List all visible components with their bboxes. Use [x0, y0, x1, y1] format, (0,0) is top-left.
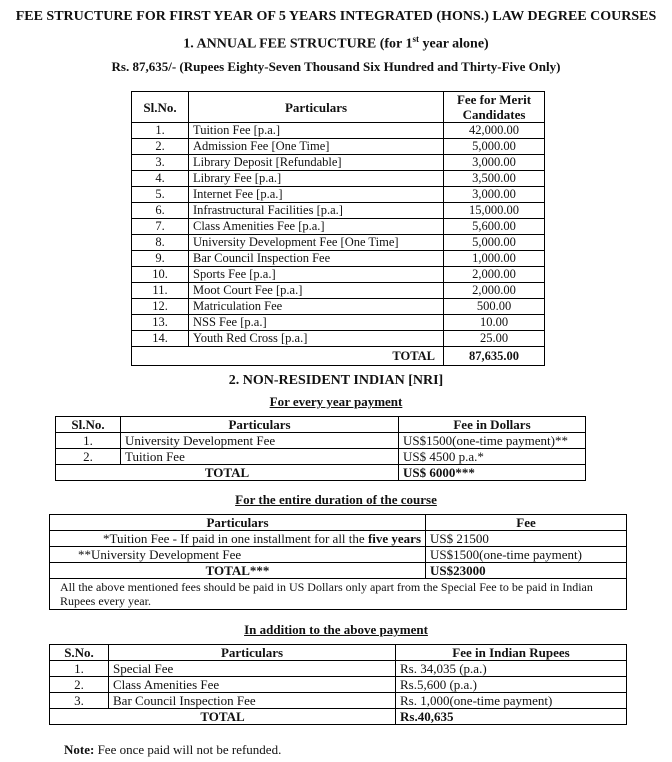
additional-cell-slno: 3. — [50, 693, 109, 709]
additional-cell-particulars: Special Fee — [109, 661, 396, 677]
annual-cell-particulars: Internet Fee [p.a.] — [189, 187, 444, 203]
additional-cell-fee: Rs. 34,035 (p.a.) — [396, 661, 627, 677]
nri-cell-particulars: Tuition Fee — [121, 449, 399, 465]
duration-row-tuition-label — [50, 531, 426, 547]
annual-cell-fee: 25.00 — [444, 331, 545, 347]
duration-row-development-fee: US$1500(one-time payment) — [426, 547, 627, 563]
annual-cell-fee: 3,500.00 — [444, 171, 545, 187]
annual-cell-slno: 12. — [132, 299, 189, 315]
nri-fee-table — [55, 416, 586, 481]
duration-row-tuition-prefix: *Tuition Fee - If paid in one installment for all the — [103, 531, 368, 546]
nri-fee-rows — [56, 433, 586, 465]
duration-heading-text: For the entire duration of the course — [235, 492, 437, 507]
refund-note-text: Fee once paid will not be refunded. — [94, 742, 282, 757]
additional-header-fee: Fee in Indian Rupees — [396, 645, 627, 661]
section1-heading-prefix: 1. ANNUAL FEE STRUCTURE (for 1 — [183, 36, 413, 52]
annual-total-row — [132, 347, 545, 366]
annual-cell-particulars: Youth Red Cross [p.a.] — [189, 331, 444, 347]
section1-heading — [0, 30, 672, 54]
annual-cell-slno: 2. — [132, 139, 189, 155]
nri-cell-particulars: University Development Fee — [121, 433, 399, 449]
annual-cell-slno: 9. — [132, 251, 189, 267]
additional-row — [50, 677, 627, 693]
additional-heading — [0, 622, 672, 638]
refund-note — [64, 742, 281, 758]
annual-row — [132, 155, 545, 171]
duration-fee-table — [49, 514, 627, 610]
annual-cell-particulars: Moot Court Fee [p.a.] — [189, 283, 444, 299]
additional-total-value: Rs.40,635 — [396, 709, 627, 725]
additional-heading-text: In addition to the above payment — [244, 622, 428, 637]
nri-row — [56, 433, 586, 449]
annual-header-particulars: Particulars — [189, 92, 444, 123]
annual-cell-fee: 5,000.00 — [444, 139, 545, 155]
annual-cell-particulars: Library Fee [p.a.] — [189, 171, 444, 187]
annual-total-label: TOTAL — [132, 347, 444, 366]
annual-row — [132, 139, 545, 155]
annual-row — [132, 251, 545, 267]
duration-row-tuition — [50, 531, 627, 547]
annual-row — [132, 123, 545, 139]
additional-total-row — [50, 709, 627, 725]
annual-fee-rows — [132, 123, 545, 347]
annual-cell-fee: 5,000.00 — [444, 235, 545, 251]
additional-cell-particulars: Bar Council Inspection Fee — [109, 693, 396, 709]
duration-total-row — [50, 563, 627, 579]
amount-in-words: Rs. 87,635/- (Rupees Eighty-Seven Thousand Six Hundred and Thirty-Five Only) — [111, 58, 561, 74]
annual-cell-fee: 15,000.00 — [444, 203, 545, 219]
nri-subheading-text: For every year payment — [269, 394, 403, 409]
nri-header-slno: Sl.No. — [56, 417, 121, 433]
nri-heading: 2. NON-RESIDENT INDIAN [NRI] — [228, 373, 444, 388]
annual-cell-fee: 1,000.00 — [444, 251, 545, 267]
annual-cell-slno: 11. — [132, 283, 189, 299]
nri-header-particulars: Particulars — [121, 417, 399, 433]
annual-cell-fee: 42,000.00 — [444, 123, 545, 139]
annual-cell-particulars: NSS Fee [p.a.] — [189, 315, 444, 331]
duration-header-fee: Fee — [426, 515, 627, 531]
nri-cell-slno: 2. — [56, 449, 121, 465]
annual-cell-slno: 6. — [132, 203, 189, 219]
annual-cell-slno: 3. — [132, 155, 189, 171]
annual-cell-fee: 2,000.00 — [444, 267, 545, 283]
additional-header-sno: S.No. — [50, 645, 109, 661]
annual-cell-slno: 1. — [132, 123, 189, 139]
additional-row — [50, 693, 627, 709]
annual-row — [132, 331, 545, 347]
annual-row — [132, 219, 545, 235]
additional-header-particulars: Particulars — [109, 645, 396, 661]
annual-cell-fee: 3,000.00 — [444, 187, 545, 203]
annual-row — [132, 267, 545, 283]
additional-cell-fee: Rs.5,600 (p.a.) — [396, 677, 627, 693]
annual-fee-table — [131, 91, 545, 366]
annual-cell-particulars: Infrastructural Facilities [p.a.] — [189, 203, 444, 219]
duration-header-particulars: Particulars — [50, 515, 426, 531]
annual-cell-slno: 13. — [132, 315, 189, 331]
annual-row — [132, 187, 545, 203]
duration-total-label: TOTAL*** — [50, 563, 426, 579]
annual-cell-slno: 5. — [132, 187, 189, 203]
refund-note-label: Note: — [64, 742, 95, 757]
annual-total-value: 87,635.00 — [444, 347, 545, 366]
annual-header-fee: Fee for Merit Candidates — [444, 92, 545, 123]
section1-heading-sup: st — [412, 34, 419, 44]
annual-cell-particulars: Matriculation Fee — [189, 299, 444, 315]
annual-cell-particulars: Tuition Fee [p.a.] — [189, 123, 444, 139]
duration-row-tuition-bold: five years — [367, 531, 421, 546]
annual-row — [132, 315, 545, 331]
additional-row — [50, 661, 627, 677]
nri-cell-fee: US$ 4500 p.a.* — [399, 449, 586, 465]
nri-subheading — [0, 394, 672, 410]
annual-row — [132, 171, 545, 187]
annual-cell-fee: 10.00 — [444, 315, 545, 331]
annual-cell-slno: 8. — [132, 235, 189, 251]
annual-cell-slno: 14. — [132, 331, 189, 347]
annual-cell-fee: 2,000.00 — [444, 283, 545, 299]
annual-cell-fee: 3,000.00 — [444, 155, 545, 171]
annual-header-slno: Sl.No. — [132, 92, 189, 123]
annual-row — [132, 299, 545, 315]
section1-heading-suffix: year alone) — [418, 36, 489, 52]
additional-cell-particulars: Class Amenities Fee — [109, 677, 396, 693]
nri-row — [56, 449, 586, 465]
nri-header-fee: Fee in Dollars — [399, 417, 586, 433]
annual-cell-slno: 4. — [132, 171, 189, 187]
duration-row-development-label: **University Development Fee — [50, 547, 426, 563]
annual-cell-particulars: Class Amenities Fee [p.a.] — [189, 219, 444, 235]
additional-fee-table — [49, 644, 627, 725]
annual-row — [132, 235, 545, 251]
duration-note: All the above mentioned fees should be paid in US Dollars only apart from the Special Fee to be paid in Indian Rupees every year. — [50, 579, 627, 610]
nri-total-row — [56, 465, 586, 481]
nri-total-label: TOTAL — [56, 465, 399, 481]
additional-total-label: TOTAL — [50, 709, 396, 725]
nri-cell-slno: 1. — [56, 433, 121, 449]
annual-cell-slno: 10. — [132, 267, 189, 283]
duration-heading — [0, 492, 672, 508]
additional-cell-fee: Rs. 1,000(one-time payment) — [396, 693, 627, 709]
nri-cell-fee: US$1500(one-time payment)** — [399, 433, 586, 449]
annual-row — [132, 283, 545, 299]
additional-fee-rows — [50, 661, 627, 709]
annual-cell-particulars: Bar Council Inspection Fee — [189, 251, 444, 267]
annual-cell-particulars: University Development Fee [One Time] — [189, 235, 444, 251]
duration-note-row — [50, 579, 627, 610]
annual-cell-particulars: Sports Fee [p.a.] — [189, 267, 444, 283]
annual-cell-particulars: Admission Fee [One Time] — [189, 139, 444, 155]
duration-row-tuition-fee: US$ 21500 — [426, 531, 627, 547]
annual-cell-particulars: Library Deposit [Refundable] — [189, 155, 444, 171]
annual-row — [132, 203, 545, 219]
annual-cell-slno: 7. — [132, 219, 189, 235]
additional-cell-slno: 2. — [50, 677, 109, 693]
document-title: FEE STRUCTURE FOR FIRST YEAR OF 5 YEARS INTEGRATED (HONS.) LAW DEGREE COURSES — [15, 9, 657, 24]
duration-total-value: US$23000 — [426, 563, 627, 579]
duration-row-development — [50, 547, 627, 563]
annual-cell-fee: 5,600.00 — [444, 219, 545, 235]
nri-total-value: US$ 6000*** — [399, 465, 586, 481]
additional-cell-slno: 1. — [50, 661, 109, 677]
annual-cell-fee: 500.00 — [444, 299, 545, 315]
